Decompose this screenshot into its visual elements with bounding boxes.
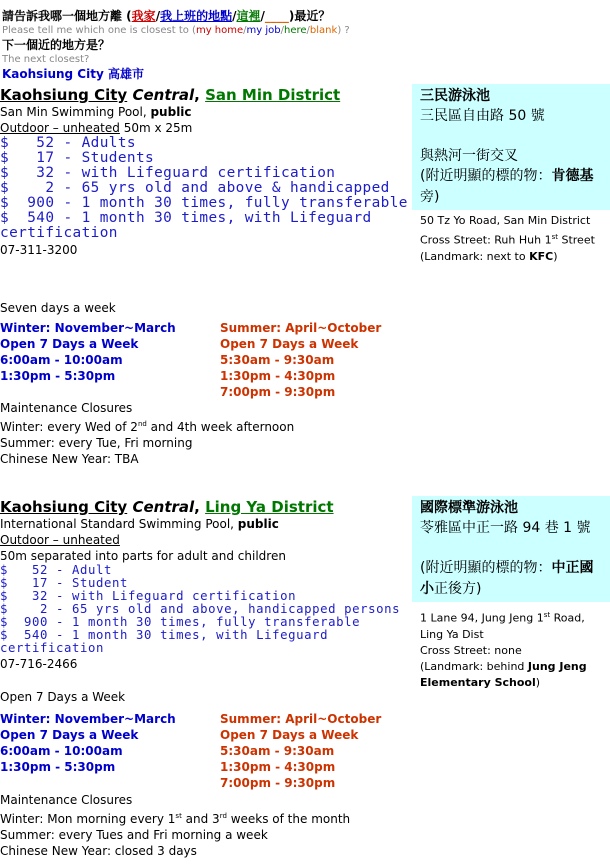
price-line: $ 540 - 1 month 30 times, with Lifeguard certification <box>0 210 381 241</box>
option-my-job[interactable]: 我上班的地點 <box>160 9 233 23</box>
option-my-home[interactable]: 我家 <box>131 9 156 23</box>
landmark-chinese: (附近明顯的標的物：中正國小正後方) <box>420 560 594 597</box>
pool-size: 50m separated into parts for adult and children <box>0 549 286 563</box>
price-line: $ 540 - 1 month 30 times, with Lifeguard certification <box>0 628 337 655</box>
region-central: Central <box>132 498 195 516</box>
cross-street-english: Cross Street: none <box>420 643 522 657</box>
pool-name: International Standard Swimming Pool, public <box>0 517 279 531</box>
price-line: $ 52 - Adult <box>0 563 113 577</box>
winter-hours: Winter: November~March Open 7 Days a Week 6:00am - 10:00am 1:30pm - 5:30pm <box>0 321 176 383</box>
pool-sidebar-ling-ya <box>412 496 610 691</box>
price-line: $ 32 - with Lifeguard certification <box>0 165 336 181</box>
question-prefix: 請告訴我哪一個地方離 ( <box>2 9 132 23</box>
phone-number: 07-716-2466 <box>0 657 78 671</box>
price-list <box>0 564 412 655</box>
cross-street-chinese: 與熱河一街交叉 <box>420 148 518 164</box>
price-line: $ 900 - 1 month 30 times, fully transferable <box>0 195 408 211</box>
outdoor-label: Outdoor – unheated <box>0 121 120 135</box>
landmark-english: (Landmark: behind Jung Jeng Elementary School) <box>420 659 587 689</box>
price-line: $ 52 - Adults <box>0 135 136 151</box>
page-header <box>0 0 610 83</box>
pool-name: San Min Swimming Pool, public <box>0 105 192 119</box>
week-schedule: Seven days a week <box>0 301 116 315</box>
entry-title: Kaohsiung City Central, San Min District <box>0 86 341 104</box>
opening-hours <box>0 320 412 400</box>
price-line: $ 900 - 1 month 30 times, fully transferable <box>0 615 361 629</box>
landmark-english: (Landmark: next to KFC) <box>420 249 558 263</box>
district-link[interactable]: Ling Ya District <box>205 498 334 516</box>
option-here[interactable]: 這裡 <box>236 9 261 23</box>
pool-entry-san-min <box>0 86 412 467</box>
phone-number: 07-311-3200 <box>0 243 78 257</box>
chinese-address-box <box>412 84 610 210</box>
city-heading: Kaohsiung City 高雄市 <box>2 67 144 81</box>
pool-sidebar-san-min <box>412 84 610 265</box>
pool-facility <box>0 121 412 136</box>
pool-name-chinese: 三民游泳池 <box>420 88 490 104</box>
address-english: 50 Tz Yo Road, San Min District <box>420 214 591 227</box>
price-line: $ 17 - Students <box>0 150 155 166</box>
address-english: 1 Lane 94, Jung Jeng 1st Road, Ling Ya Dist <box>420 611 585 641</box>
question-next-closest-english: The next closest? <box>2 54 90 65</box>
winter-hours: Winter: November~March Open 7 Days a Week 6:00am - 10:00am 1:30pm - 5:30pm <box>0 712 176 774</box>
address-chinese: 苓雅區中正一路 94 巷 1 號 <box>420 520 591 536</box>
maintenance-closures: Maintenance Closures Winter: every Wed of 2nd and 4th week afternoon Summer: every Tue, Fri morning Chinese New Year: TBA <box>0 401 295 466</box>
option-my-home-en: my home <box>195 25 244 36</box>
pool-entry-ling-ya <box>0 498 412 859</box>
week-schedule: Open 7 Days a Week <box>0 690 126 704</box>
question-next-closest: 下一個近的地方是？ <box>2 38 111 52</box>
english-address <box>412 210 610 265</box>
pool-type: public <box>237 517 279 531</box>
separator: / <box>155 9 161 23</box>
price-line: $ 17 - Student <box>0 576 129 590</box>
district-link[interactable]: San Min District <box>205 86 341 104</box>
entry-title: Kaohsiung City Central, Ling Ya District <box>0 498 334 516</box>
city-name[interactable]: Kaohsiung City <box>0 498 128 516</box>
pool-type: public <box>150 105 192 119</box>
price-line: $ 2 - 65 yrs old and above, handicapped persons <box>0 602 401 616</box>
maintenance-closures: Maintenance Closures Winter: Mon morning every 1st and 3rd weeks of the month Summer: every Tues and Fri morning a week Chinese New Year: closed 3 days <box>0 793 351 858</box>
opening-hours <box>0 711 412 791</box>
question-closest <box>2 8 610 24</box>
price-line: $ 32 - with Lifeguard certification <box>0 589 297 603</box>
price-list <box>0 136 412 241</box>
option-here-en: here <box>284 25 307 36</box>
pool-size: 50m x 25m <box>119 121 193 135</box>
pool-name-chinese: 國際標準游泳池 <box>420 500 518 516</box>
separator: / <box>260 9 265 23</box>
question-suffix: )最近？ <box>288 9 331 23</box>
price-line: $ 2 - 65 yrs old and above & handicapped <box>0 180 390 196</box>
question-closest-english: Please tell me which one is closest to (my home/my job/here/blank) ? <box>2 25 350 36</box>
pool-facility <box>0 533 412 548</box>
region-central: Central <box>132 86 195 104</box>
cross-street-english: Cross Street: Ruh Huh 1st Street <box>420 233 595 247</box>
separator: / <box>232 9 237 23</box>
city-name[interactable]: Kaohsiung City <box>0 86 128 104</box>
address-chinese: 三民區自由路 50 號 <box>420 108 545 124</box>
option-blank[interactable]: ____ <box>264 9 289 23</box>
chinese-address-box <box>412 496 610 602</box>
landmark-chinese: (附近明顯的標的物：肯德基旁) <box>420 168 594 205</box>
english-address <box>412 602 610 691</box>
option-blank-en: blank <box>309 25 338 36</box>
outdoor-label: Outdoor – unheated <box>0 533 120 547</box>
option-my-job-en: my job <box>246 25 281 36</box>
summer-hours: Summer: April~October Open 7 Days a Week 5:30am - 9:30am 1:30pm - 4:30pm 7:00pm - 9:30pm <box>220 712 382 790</box>
summer-hours: Summer: April~October Open 7 Days a Week 5:30am - 9:30am 1:30pm - 4:30pm 7:00pm - 9:30pm <box>220 321 382 399</box>
